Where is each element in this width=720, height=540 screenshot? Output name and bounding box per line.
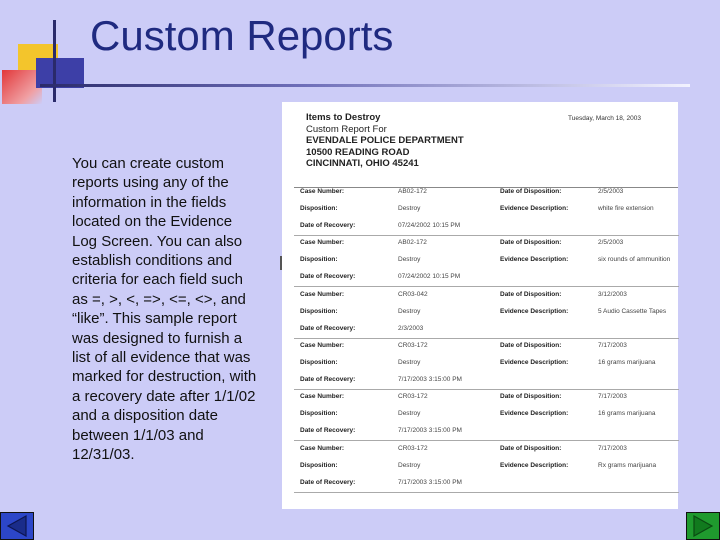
report-record-row — [282, 376, 678, 388]
report-header-line: EVENDALE POLICE DEPARTMENT — [306, 135, 464, 147]
record-label: Evidence Description: — [500, 410, 569, 418]
record-label: Disposition: — [300, 461, 338, 469]
record-label: Evidence Description: — [500, 205, 569, 212]
sample-report-image — [282, 102, 678, 509]
record-label: Date of Disposition: — [500, 290, 562, 298]
record-value: AB02-172 — [398, 188, 427, 195]
report-record-row — [282, 393, 678, 405]
report-record-row — [282, 291, 678, 303]
record-value: 07/24/2002 10:15 PM — [398, 222, 461, 229]
report-record — [282, 445, 678, 496]
report-record-row — [282, 427, 678, 439]
record-value: 2/3/2003 — [398, 324, 424, 332]
report-record-row — [282, 462, 678, 474]
report-header — [306, 112, 464, 170]
record-label: Date of Recovery: — [300, 478, 356, 486]
decor-vertical-line — [53, 20, 56, 102]
report-record-row — [282, 239, 678, 251]
record-divider — [294, 389, 679, 390]
record-value: 2/5/2003 — [598, 239, 624, 247]
record-label: Date of Recovery: — [300, 222, 356, 229]
record-label: Date of Recovery: — [300, 375, 356, 383]
record-value: 7/17/2003 3:15:00 PM — [398, 478, 462, 486]
record-label: Date of Disposition: — [500, 444, 562, 452]
prev-slide-button[interactable] — [0, 512, 34, 540]
report-record-row — [282, 256, 678, 268]
record-value: Destroy — [398, 410, 421, 418]
report-record-row — [282, 188, 678, 200]
report-record-row — [282, 205, 678, 217]
slide-body-text: You can create custom reports using any of the information in the fields located on the Evidence Log Screen. You can also establish conditions and criteria for each field such as =, >, <, =>, <=, <>, and “like”. This sample report was designed to furnish a list of all evidence that was marked for destruction, with a recovery date after 1/1/02 and a disposition date between 1/1/03 and 12/31/03. — [72, 155, 257, 464]
record-label: Date of Recovery: — [300, 427, 356, 435]
record-label: Date of Disposition: — [500, 188, 562, 195]
record-divider — [294, 440, 679, 441]
record-value: Destroy — [398, 205, 421, 212]
record-label: Disposition: — [300, 307, 338, 315]
record-label: Date of Recovery: — [300, 324, 356, 332]
record-value: 16 grams marijuana — [598, 410, 656, 418]
report-record — [282, 239, 678, 290]
report-record-row — [282, 342, 678, 354]
record-label: Date of Disposition: — [500, 239, 562, 247]
record-value: AB02-172 — [398, 239, 427, 247]
report-record — [282, 393, 678, 444]
report-record-row — [282, 479, 678, 491]
record-value: Destroy — [398, 358, 421, 366]
report-record — [282, 188, 678, 239]
report-record — [282, 291, 678, 342]
record-value: Destroy — [398, 256, 421, 264]
record-label: Case Number: — [300, 239, 345, 247]
record-value: Destroy — [398, 461, 421, 469]
report-header-line: CINCINNATI, OHIO 45241 — [306, 158, 419, 170]
report-record-row — [282, 273, 678, 285]
record-label: Disposition: — [300, 410, 338, 418]
record-label: Case Number: — [300, 188, 345, 195]
slide-title: Custom Reports — [90, 12, 394, 59]
record-label: Date of Disposition: — [500, 341, 562, 349]
report-record-row — [282, 359, 678, 371]
record-value: 16 grams marijuana — [598, 358, 656, 366]
record-value: CR03-172 — [398, 444, 428, 452]
record-label: Disposition: — [300, 256, 338, 264]
record-label: Evidence Description: — [500, 256, 569, 264]
record-divider — [294, 338, 679, 339]
record-value: white fire extension — [598, 205, 654, 212]
report-header-line: Custom Report For — [306, 123, 387, 135]
record-label: Disposition: — [300, 205, 338, 212]
record-label: Case Number: — [300, 444, 345, 452]
record-label: Evidence Description: — [500, 307, 569, 315]
report-record-row — [282, 325, 678, 337]
report-record-row — [282, 222, 678, 234]
record-label: Evidence Description: — [500, 358, 569, 366]
record-label: Case Number: — [300, 290, 345, 298]
record-value: 7/17/2003 — [598, 444, 627, 452]
report-date: Tuesday, March 18, 2003 — [568, 115, 641, 122]
title-underline — [40, 84, 690, 87]
report-record — [282, 342, 678, 393]
report-record-row — [282, 308, 678, 320]
record-value: CR03-172 — [398, 393, 428, 401]
record-value: CR03-172 — [398, 341, 428, 349]
record-value: 7/17/2003 3:15:00 PM — [398, 427, 462, 435]
record-value: CR03-042 — [398, 290, 428, 298]
report-header-line: 10500 READING ROAD — [306, 146, 410, 158]
record-value: Destroy — [398, 307, 421, 315]
report-record-row — [282, 445, 678, 457]
record-value: Rx grams marijuana — [598, 461, 657, 469]
record-divider — [294, 235, 679, 236]
record-value: 7/17/2003 — [598, 341, 627, 349]
record-label: Case Number: — [300, 393, 345, 401]
record-value: 3/12/2003 — [598, 290, 627, 298]
report-record-row — [282, 410, 678, 422]
record-label: Evidence Description: — [500, 461, 569, 469]
record-label: Date of Recovery: — [300, 273, 356, 281]
record-label: Case Number: — [300, 341, 345, 349]
next-slide-button[interactable] — [686, 512, 720, 540]
record-value: 2/5/2003 — [598, 188, 624, 195]
record-value: 7/17/2003 3:15:00 PM — [398, 375, 462, 383]
record-value: 5 Audio Cassette Tapes — [598, 307, 667, 315]
record-value: 7/17/2003 — [598, 393, 627, 401]
record-divider — [294, 492, 679, 493]
record-divider — [294, 286, 679, 287]
record-value: six rounds of ammunition — [598, 256, 671, 264]
record-value: 07/24/2002 10:15 PM — [398, 273, 461, 281]
record-label: Disposition: — [300, 358, 338, 366]
report-header-line: Items to Destroy — [306, 112, 381, 123]
record-label: Date of Disposition: — [500, 393, 562, 401]
